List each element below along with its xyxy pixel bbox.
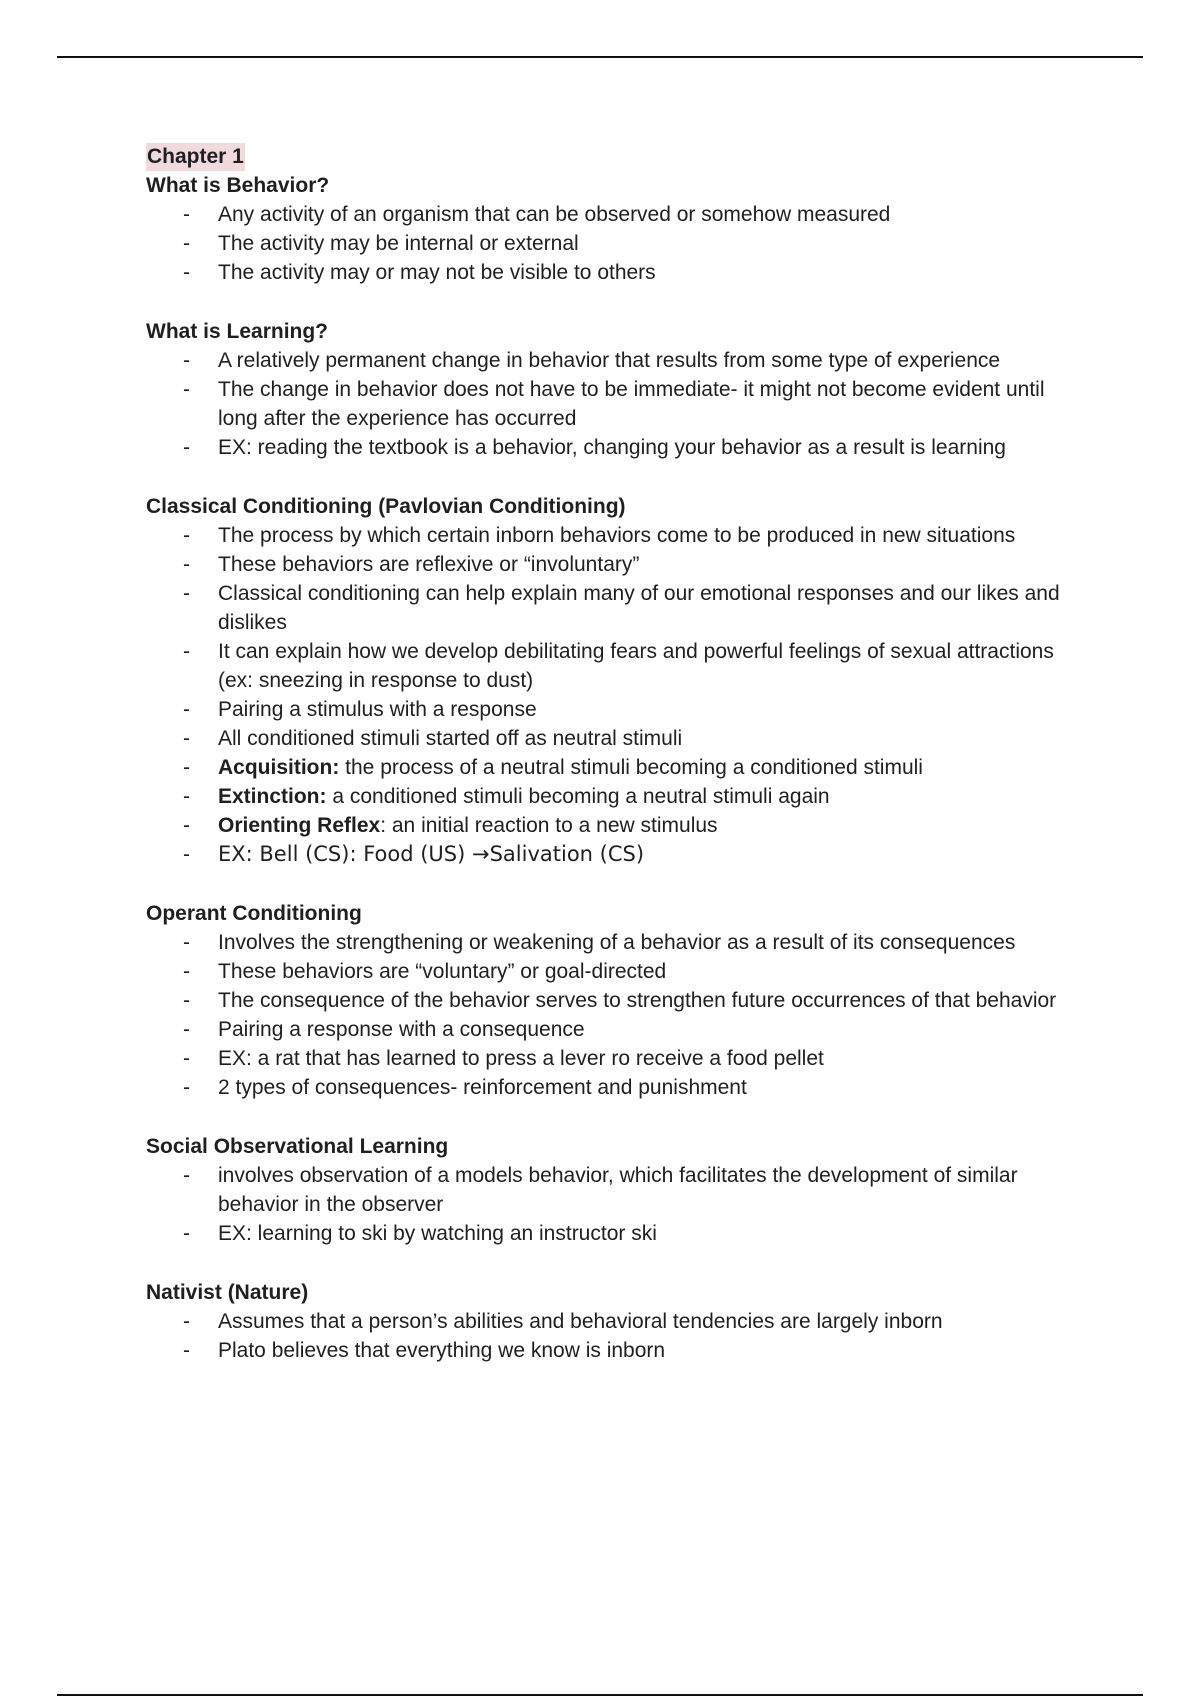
document-body [146, 143, 1086, 1395]
term-definition: : an initial reaction to a new stimulus [380, 814, 718, 837]
bullet-list [146, 1161, 1086, 1248]
list-item-text: involves observation of a models behavior, which facilitates the development of similar behavior in the observer [218, 1164, 1018, 1216]
bullet-marker: - [183, 1076, 190, 1099]
bullet-list [146, 928, 1086, 1102]
chapter-title: Chapter 1 [146, 143, 245, 171]
list-item-text: EX: reading the textbook is a behavior, changing your behavior as a result is learning [218, 436, 1006, 459]
list-item-text: Involves the strengthening or weakening of a behavior as a result of its consequences [218, 931, 1016, 954]
bullet-marker: - [183, 756, 190, 779]
list-item-text: The consequence of the behavior serves to strengthen future occurrences of that behavior [218, 989, 1057, 1012]
term-definition: the process of a neutral stimuli becoming a conditioned stimuli [339, 756, 923, 779]
list-item [146, 1307, 1086, 1336]
section-heading: Social Observational Learning [146, 1135, 449, 1158]
bullet-marker: - [183, 698, 190, 721]
section-heading: Operant Conditioning [146, 902, 362, 925]
bullet-list [146, 521, 1086, 869]
list-item [146, 550, 1086, 579]
section-heading: What is Behavior? [146, 174, 330, 197]
bullet-marker: - [183, 640, 190, 663]
bullet-marker: - [183, 524, 190, 547]
list-item-text: It can explain how we develop debilitating fears and powerful feelings of sexual attractions (ex: sneezing in response to dust) [218, 640, 1054, 692]
section-learning [146, 317, 1086, 462]
list-item-text: 2 types of consequences- reinforcement and punishment [218, 1076, 747, 1099]
list-item [146, 346, 1086, 375]
bullet-list [146, 1307, 1086, 1365]
bullet-marker: - [183, 1339, 190, 1362]
list-item-text: A relatively permanent change in behavior that results from some type of experience [218, 349, 1001, 372]
list-item-text: These behaviors are reflexive or “involuntary” [218, 553, 640, 576]
list-item-text: Classical conditioning can help explain many of our emotional responses and our likes and dislikes [218, 582, 1060, 634]
bullet-marker: - [183, 989, 190, 1012]
list-item [146, 229, 1086, 258]
list-item [146, 433, 1086, 462]
list-item [146, 375, 1086, 433]
list-item-text: These behaviors are “voluntary” or goal-directed [218, 960, 667, 983]
term-item-acquisition [146, 753, 1086, 782]
list-item-text: EX: a rat that has learned to press a lever ro receive a food pellet [218, 1047, 824, 1070]
bottom-rule [57, 1694, 1143, 1696]
bullet-marker: - [183, 1222, 190, 1245]
bullet-marker: - [183, 1018, 190, 1041]
bullet-marker: - [183, 814, 190, 837]
list-item [146, 521, 1086, 550]
bullet-list [146, 346, 1086, 462]
list-item-text: All conditioned stimuli started off as neutral stimuli [218, 727, 683, 750]
term-item-orienting-reflex [146, 811, 1086, 840]
list-item [146, 258, 1086, 287]
list-item-text: Any activity of an organism that can be observed or somehow measured [218, 203, 891, 226]
term-label: Acquisition: [218, 756, 340, 779]
list-item [146, 957, 1086, 986]
bullet-marker: - [183, 931, 190, 954]
list-item-text: The process by which certain inborn behaviors come to be produced in new situations [218, 524, 1016, 547]
top-rule [57, 56, 1143, 58]
bullet-marker: - [183, 1047, 190, 1070]
bullet-marker: - [183, 843, 190, 866]
list-item [146, 928, 1086, 957]
example-text: EX: Bell (CS): Food (US) →Salivation (CS) [218, 842, 645, 866]
section-heading: Classical Conditioning (Pavlovian Conditioning) [146, 495, 626, 518]
term-label: Extinction: [218, 785, 327, 808]
list-item [146, 695, 1086, 724]
bullet-marker: - [183, 436, 190, 459]
list-item [146, 1044, 1086, 1073]
list-item [146, 637, 1086, 695]
list-item-text: Pairing a response with a consequence [218, 1018, 585, 1041]
bullet-marker: - [183, 349, 190, 372]
section-heading: Nativist (Nature) [146, 1281, 309, 1304]
list-item-text: The activity may or may not be visible to others [218, 261, 656, 284]
list-item [146, 579, 1086, 637]
list-item-text: Pairing a stimulus with a response [218, 698, 537, 721]
list-item-text: The change in behavior does not have to be immediate- it might not become evident until long after the experience has occurred [218, 378, 1045, 430]
list-item [146, 1015, 1086, 1044]
list-item-text: Plato believes that everything we know is inborn [218, 1339, 666, 1362]
bullet-marker: - [183, 203, 190, 226]
list-item [146, 200, 1086, 229]
section-behavior [146, 171, 1086, 287]
bullet-marker: - [183, 232, 190, 255]
bullet-marker: - [183, 582, 190, 605]
section-classical-conditioning [146, 492, 1086, 869]
bullet-marker: - [183, 553, 190, 576]
term-definition: a conditioned stimuli becoming a neutral stimuli again [326, 785, 830, 808]
bullet-marker: - [183, 960, 190, 983]
bullet-marker: - [183, 261, 190, 284]
list-item [146, 1219, 1086, 1248]
section-operant-conditioning [146, 899, 1086, 1102]
bullet-marker: - [183, 785, 190, 808]
section-social-observational-learning [146, 1132, 1086, 1248]
term-item-extinction [146, 782, 1086, 811]
list-item [146, 986, 1086, 1015]
bullet-list [146, 200, 1086, 287]
section-nativist [146, 1278, 1086, 1365]
list-item [146, 1336, 1086, 1365]
term-label: Orienting Reflex [218, 814, 381, 837]
bullet-marker: - [183, 1164, 190, 1187]
bullet-marker: - [183, 727, 190, 750]
list-item-text: The activity may be internal or external [218, 232, 579, 255]
list-item-example [146, 840, 1086, 869]
bullet-marker: - [183, 1310, 190, 1333]
list-item-text: EX: learning to ski by watching an instructor ski [218, 1222, 657, 1245]
bullet-marker: - [183, 378, 190, 401]
list-item [146, 1073, 1086, 1102]
list-item-text: Assumes that a person’s abilities and behavioral tendencies are largely inborn [218, 1310, 943, 1333]
list-item [146, 1161, 1086, 1219]
section-heading: What is Learning? [146, 320, 329, 343]
list-item [146, 724, 1086, 753]
